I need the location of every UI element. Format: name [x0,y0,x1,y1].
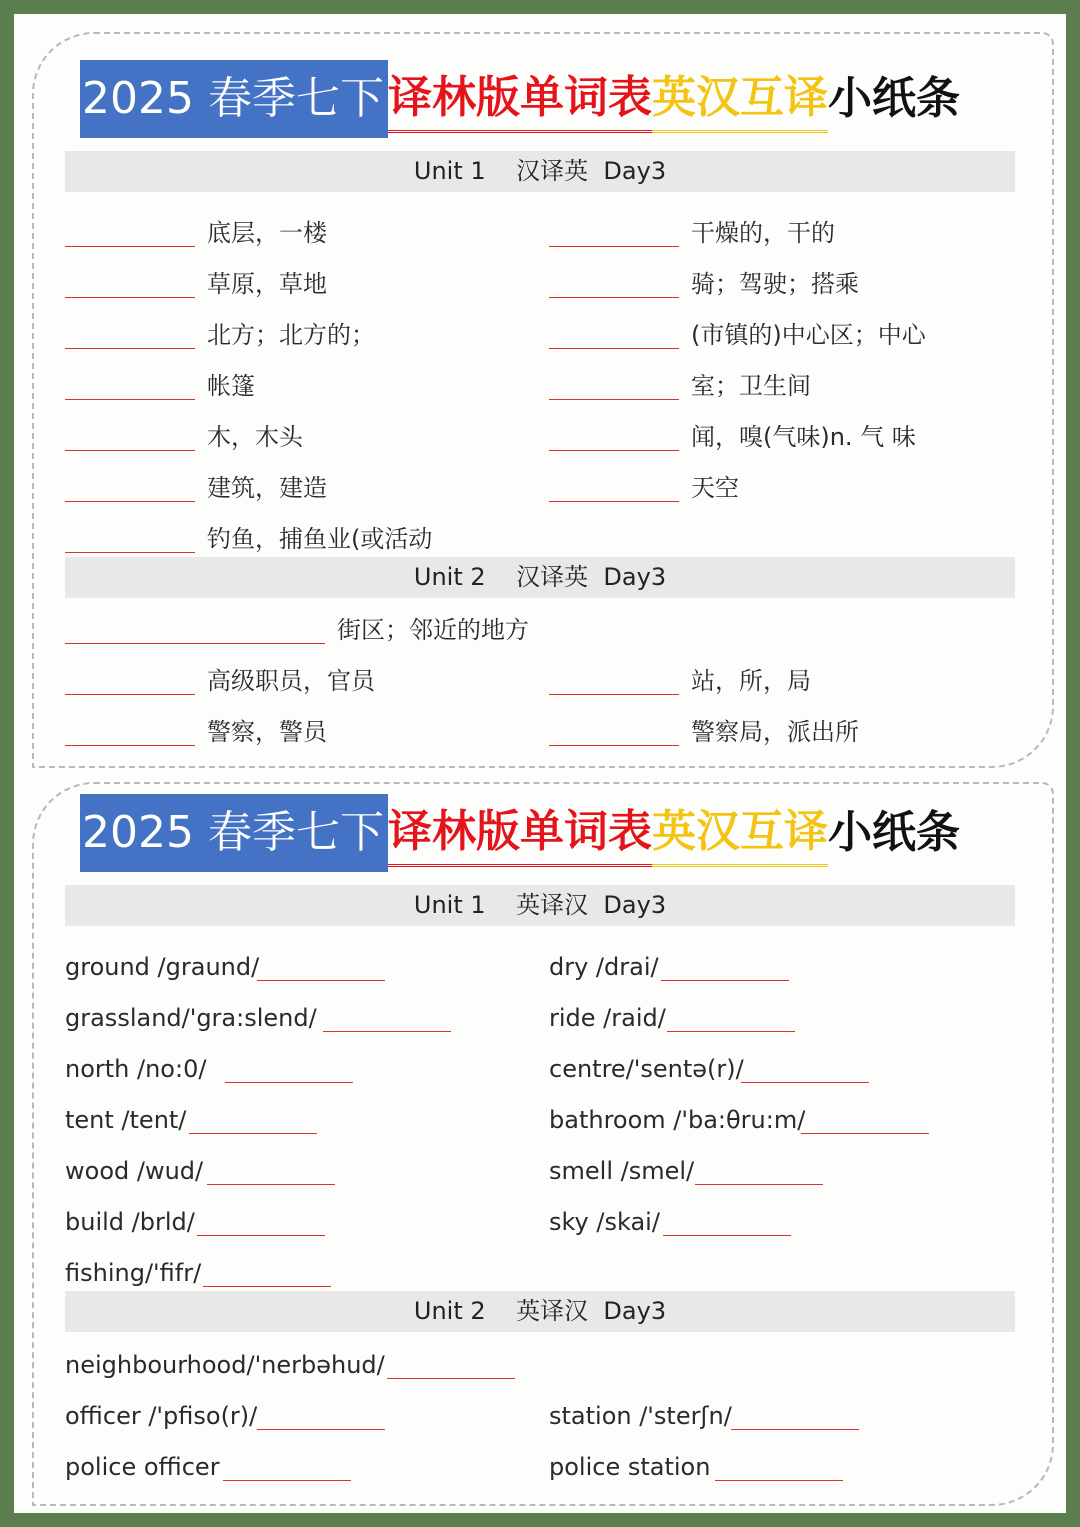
list-item [65,1154,525,1194]
item-text: grassland/'gra:slend/ [65,1004,317,1032]
list-item [549,318,989,358]
list-item [549,267,989,307]
item-text: 北方；北方的； [207,321,375,349]
answer-blank[interactable] [741,1082,869,1083]
item-text: build /brld/ [65,1208,195,1236]
answer-blank[interactable] [65,643,325,644]
item-text: 底层，一楼 [207,219,327,247]
answer-blank[interactable] [65,297,195,298]
list-item [65,1052,525,1092]
section-header: Unit 2 汉译英 Day3 [65,557,1015,598]
item-text: north /no:0/ [65,1055,207,1083]
answer-blank[interactable] [549,399,679,400]
item-text: 干燥的，干的 [691,219,835,247]
item-text: dry /drai/ [549,953,659,981]
worksheet-title [80,794,960,872]
list-item [549,1399,1009,1439]
item-text: officer /'pfiso(r)/ [65,1402,258,1430]
answer-blank[interactable] [65,450,195,451]
answer-blank[interactable] [549,348,679,349]
list-item [549,1450,1009,1490]
item-text: 闻，嗅(气味)n. 气 味 [691,423,916,451]
title-season: 2025 春季七下 [80,60,388,138]
answer-blank[interactable] [257,980,385,981]
list-item [549,950,1009,990]
answer-blank[interactable] [731,1429,859,1430]
answer-blank[interactable] [65,501,195,502]
item-text: ground /graund/ [65,953,260,981]
answer-blank[interactable] [801,1133,929,1134]
answer-blank[interactable] [549,501,679,502]
answer-blank[interactable] [549,694,679,695]
answer-blank[interactable] [65,348,195,349]
item-text: neighbourhood/'nerbəhud/ [65,1351,385,1379]
section-header: Unit 1 汉译英 Day3 [65,151,1015,192]
item-text: 钓鱼，捕鱼业(或活动 [207,525,433,553]
item-text: centre/'sentə(r)/ [549,1055,744,1083]
list-item [549,1103,1009,1143]
answer-blank[interactable] [549,246,679,247]
item-text: 建筑，建造 [207,474,327,502]
list-item [549,715,989,755]
item-text: (市镇的)中心区；中心 [691,321,926,349]
answer-blank[interactable] [715,1480,843,1481]
list-item [549,420,989,460]
list-item [65,1205,525,1245]
list-item [549,369,989,409]
answer-blank[interactable] [65,552,195,553]
list-item [549,1154,1009,1194]
answer-blank[interactable] [323,1031,451,1032]
list-item [65,369,505,409]
answer-blank[interactable] [189,1133,317,1134]
item-text: fishing/'fifr/ [65,1259,202,1287]
worksheet-title [80,60,960,138]
item-text: 室；卫生间 [691,372,811,400]
answer-blank[interactable] [223,1480,351,1481]
answer-blank[interactable] [65,246,195,247]
list-item [65,1399,525,1439]
list-item [65,1450,525,1490]
item-text: 骑；驾驶；搭乘 [691,270,859,298]
list-item [549,471,989,511]
list-item [65,715,505,755]
item-text: 街区；邻近的地方 [337,616,529,644]
list-item [65,1348,665,1388]
list-item [65,1256,525,1296]
title-mode: 英汉互译 [652,66,828,133]
item-text: 木，木头 [207,423,303,451]
item-text: bathroom /'ba:θru:m/ [549,1106,806,1134]
item-text: tent /tent/ [65,1106,187,1134]
item-text: smell /smel/ [549,1157,695,1185]
list-item [65,1001,525,1041]
item-text: wood /wud/ [65,1157,204,1185]
answer-blank[interactable] [257,1429,385,1430]
item-text: sky /skai/ [549,1208,660,1236]
answer-blank[interactable] [203,1286,331,1287]
answer-blank[interactable] [65,399,195,400]
title-type: 小纸条 [827,73,960,124]
title-type: 小纸条 [827,807,960,858]
section-header: Unit 1 英译汉 Day3 [65,885,1015,926]
answer-blank[interactable] [65,745,195,746]
list-item [549,664,989,704]
title-mode: 英汉互译 [652,800,828,867]
item-text: police station [549,1453,711,1481]
list-item [65,318,505,358]
answer-blank[interactable] [663,1235,791,1236]
list-item [65,613,665,653]
item-text: station /'sterʃn/ [549,1402,732,1430]
answer-blank[interactable] [225,1082,353,1083]
item-text: 帐篷 [207,372,255,400]
list-item [65,1103,525,1143]
answer-blank[interactable] [549,745,679,746]
list-item [549,1052,1009,1092]
list-item [65,950,525,990]
answer-blank[interactable] [387,1378,515,1379]
title-season: 2025 春季七下 [80,794,388,872]
item-text: 草原，草地 [207,270,327,298]
list-item [65,522,505,562]
section-header: Unit 2 英译汉 Day3 [65,1291,1015,1332]
item-text: 警察，警员 [207,718,327,746]
answer-blank[interactable] [549,297,679,298]
item-text: 高级职员，官员 [207,667,375,695]
list-item [65,471,505,511]
title-edition: 译林版单词表 [388,66,652,133]
answer-blank[interactable] [667,1031,795,1032]
answer-blank[interactable] [65,694,195,695]
answer-blank[interactable] [549,450,679,451]
item-text: 警察局，派出所 [691,718,859,746]
list-item [65,664,505,704]
answer-blank[interactable] [661,980,789,981]
answer-blank[interactable] [695,1184,823,1185]
list-item [549,1205,1009,1245]
list-item [65,216,505,256]
item-text: 站，所，局 [691,667,811,695]
answer-blank[interactable] [207,1184,335,1185]
item-text: 天空 [691,474,739,502]
item-text: ride /raid/ [549,1004,666,1032]
item-text: police officer [65,1453,220,1481]
list-item [549,216,989,256]
list-item [65,420,505,460]
answer-blank[interactable] [197,1235,325,1236]
list-item [549,1001,1009,1041]
list-item [65,267,505,307]
title-edition: 译林版单词表 [388,800,652,867]
